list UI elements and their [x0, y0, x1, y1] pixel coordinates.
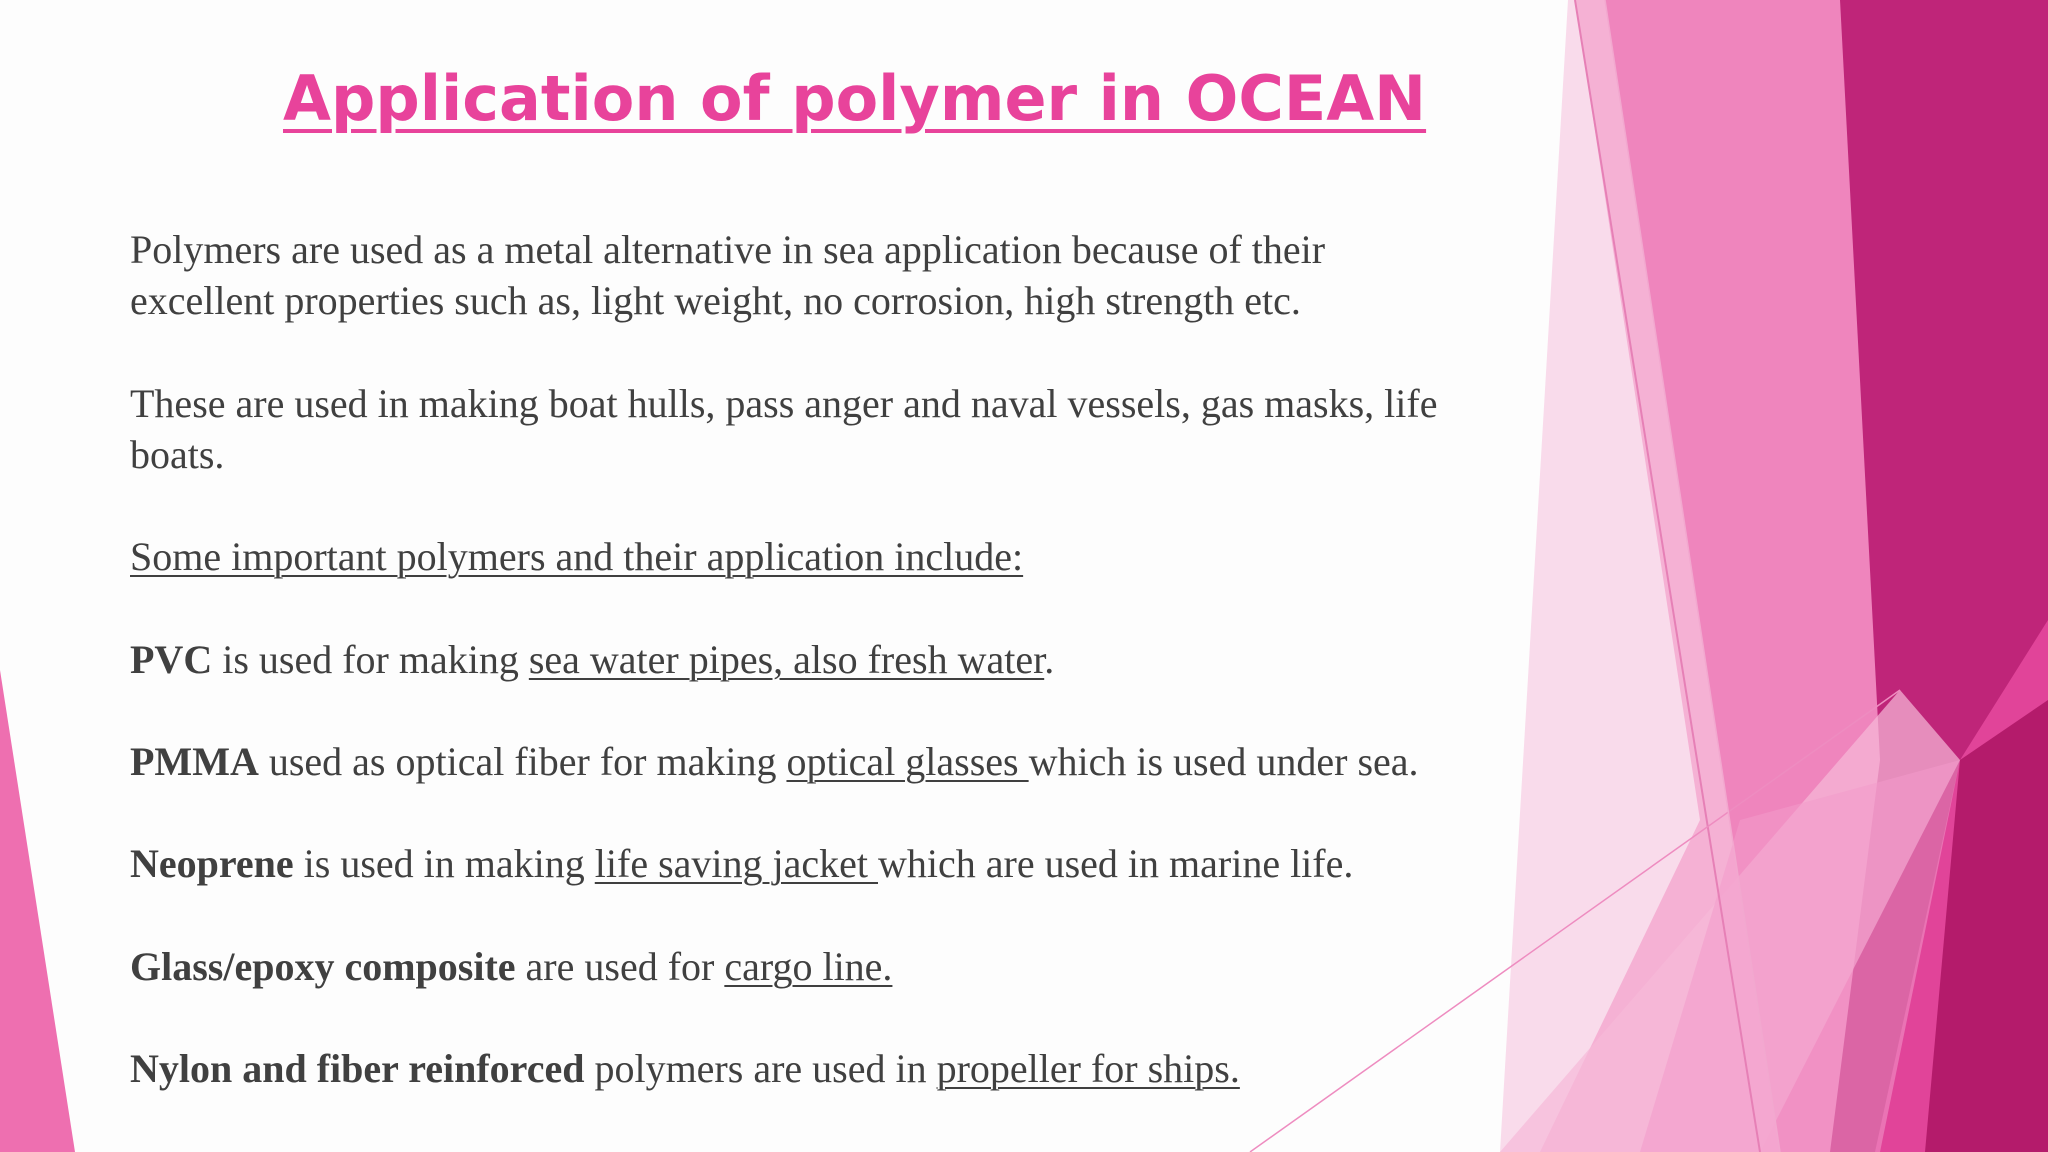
- item-text: is used in making: [293, 841, 595, 887]
- item-text: polymers are used in: [584, 1046, 937, 1092]
- polymer-item-nylon: [130, 1043, 1550, 1094]
- intro-line-2: excellent properties such as, light weight, no corrosion, high strength etc.: [130, 278, 1301, 324]
- item-text-after: which are used in marine life.: [878, 841, 1354, 887]
- polymer-item-pvc: [130, 634, 1550, 685]
- polymer-name: Neoprene: [130, 841, 294, 887]
- intro-line-1: Polymers are used as a metal alternative in sea application because of their: [130, 227, 1326, 272]
- item-highlight: life saving jacket: [594, 841, 878, 887]
- polymer-item-pmma: [130, 736, 1550, 787]
- item-text: is used for making: [212, 636, 529, 682]
- item-highlight: cargo line.: [724, 943, 893, 989]
- list-heading-text: Some important polymers and their application include:: [130, 534, 1024, 580]
- item-text: used as optical fiber for making: [258, 738, 787, 784]
- polymer-name: Nylon and fiber reinforced: [130, 1046, 585, 1092]
- polymer-item-glass-epoxy: [130, 941, 1550, 992]
- polymer-name: PVC: [130, 636, 213, 682]
- item-highlight: sea water pipes, also fresh water: [528, 636, 1045, 682]
- slide-body: [130, 224, 1550, 1094]
- item-text: are used for: [515, 943, 725, 989]
- item-highlight: optical glasses: [786, 738, 1029, 784]
- polymer-name: PMMA: [130, 738, 259, 784]
- slide-title: Application of polymer in OCEAN: [283, 62, 1427, 135]
- deco-shape-left: [0, 670, 75, 1152]
- uses-line-1: These are used in making boat hulls, pass anger and naval vessels, gas masks, life: [130, 380, 1438, 426]
- polymer-name: Glass/epoxy composite: [130, 943, 516, 989]
- uses-line-2: boats.: [130, 431, 225, 477]
- item-text-after: which is used under sea.: [1028, 738, 1419, 784]
- uses-paragraph: [130, 378, 1550, 480]
- item-text-after: .: [1044, 636, 1055, 682]
- polymer-item-neoprene: [130, 838, 1550, 889]
- intro-paragraph: [130, 224, 1550, 326]
- list-heading: [130, 531, 1550, 582]
- item-highlight: propeller for ships.: [936, 1046, 1240, 1092]
